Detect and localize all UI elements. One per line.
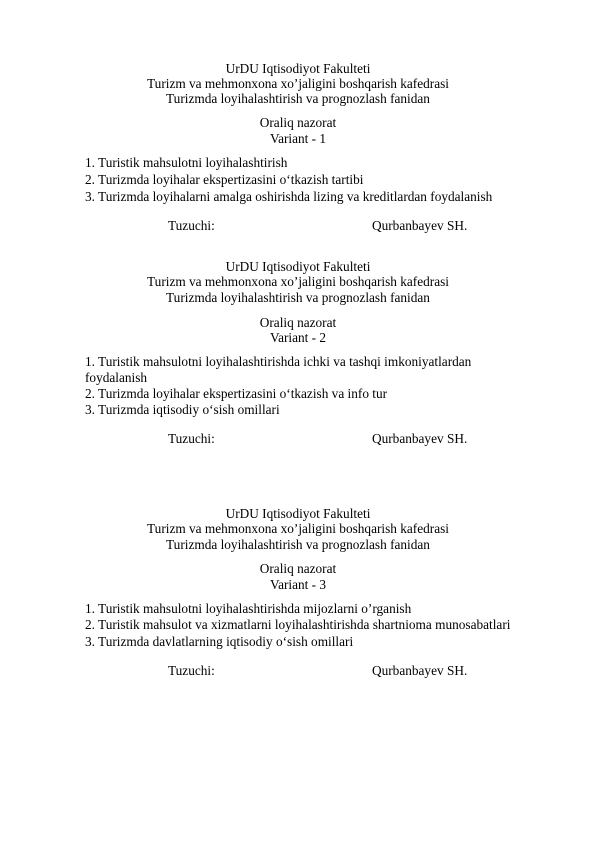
subject-title: Turizmda loyihalashtirish va prognozlash fanidan — [166, 537, 430, 552]
faculty-title: UrDU Iqtisodiyot Fakulteti — [225, 506, 371, 521]
author-label: Tuzuchi: — [168, 218, 215, 233]
variant-label: Variant - 1 — [269, 131, 327, 146]
question-item: 2. Turizmda loyihalar ekspertizasini o‘tkazish tartibi — [85, 172, 364, 187]
question-item: 2. Turizmda loyihalar ekspertizasini o‘tkazish va info tur — [85, 386, 388, 401]
author-label: Tuzuchi: — [168, 431, 215, 446]
question-item: 3. Turizmda iqtisodiy o‘sish omillari — [85, 402, 280, 417]
question-item: foydalanish — [85, 370, 148, 385]
department-title: Turizm va mehmonxona xo’jaligini boshqarish kafedrasi — [147, 76, 449, 91]
variant-label: Variant - 2 — [269, 330, 327, 345]
faculty-title: UrDU Iqtisodiyot Fakulteti — [225, 259, 371, 274]
subject-title: Turizmda loyihalashtirish va prognozlash fanidan — [166, 91, 430, 106]
question-item: 2. Turistik mahsulot va xizmatlarni loyihalashtirishda shartnioma munosabatlari — [85, 617, 511, 632]
question-item: 1. Turistik mahsulotni loyihalashtirishda mijozlarni o’rganish — [85, 601, 412, 616]
question-item: 1. Turistik mahsulotni loyihalashtirishda ichki va tashqi imkoniyatlardan — [85, 354, 472, 369]
author-name: Qurbanbayev SH. — [372, 663, 468, 678]
author-name: Qurbanbayev SH. — [372, 218, 468, 233]
question-item: 3. Turizmda davlatlarning iqtisodiy o‘sish omillari — [85, 634, 354, 649]
faculty-title: UrDU Iqtisodiyot Fakulteti — [225, 61, 371, 76]
exam-title: Oraliq nazorat — [259, 115, 337, 130]
department-title: Turizm va mehmonxona xo’jaligini boshqarish kafedrasi — [147, 274, 449, 289]
exam-title: Oraliq nazorat — [259, 315, 337, 330]
exam-title: Oraliq nazorat — [259, 561, 337, 576]
author-label: Tuzuchi: — [168, 663, 215, 678]
author-name: Qurbanbayev SH. — [372, 431, 468, 446]
variant-label: Variant - 3 — [269, 577, 327, 592]
question-item: 1. Turistik mahsulotni loyihalashtirish — [85, 155, 288, 170]
question-item: 3. Turizmda loyihalarni amalga oshirishda lizing va kreditlardan foydalanish — [85, 189, 493, 204]
subject-title: Turizmda loyihalashtirish va prognozlash fanidan — [166, 290, 430, 305]
department-title: Turizm va mehmonxona xo’jaligini boshqarish kafedrasi — [147, 521, 449, 536]
